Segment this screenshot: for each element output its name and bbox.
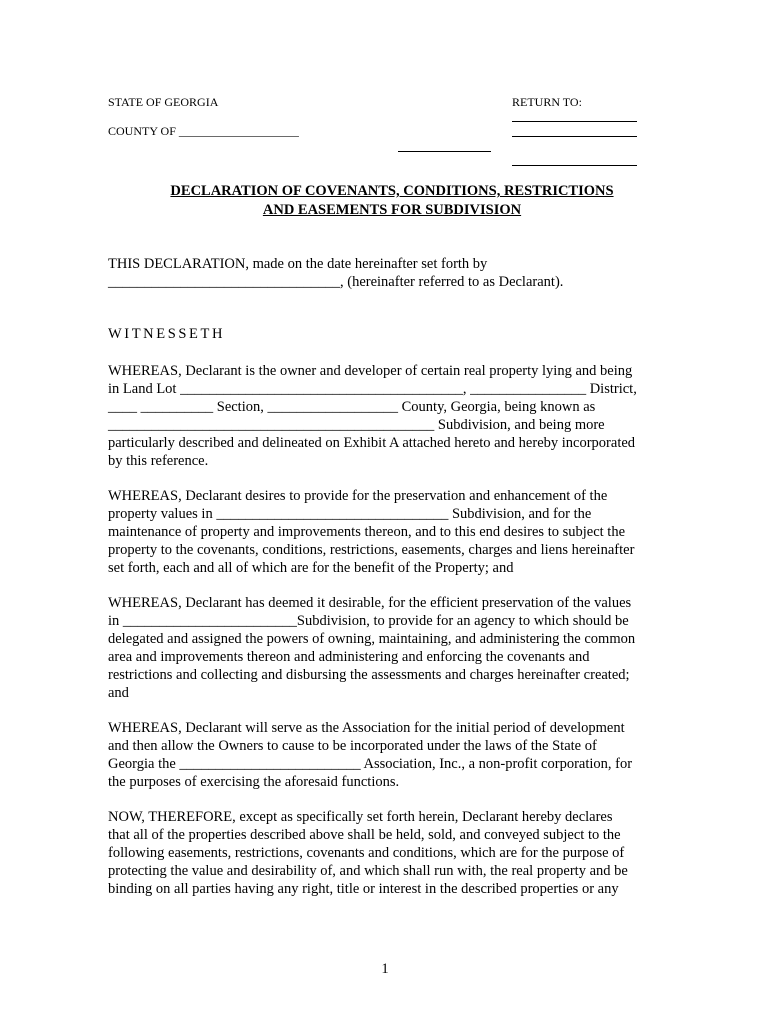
return-to-label: RETURN TO: [512,95,582,109]
return-address-line-1 [512,121,637,122]
return-address-line-2 [512,136,637,137]
text-line: by this reference. [108,453,209,469]
text-line: property to the covenants, conditions, restrictions, easements, charges and liens hereinafter [108,542,635,558]
text-line: the purposes of exercising the aforesaid functions. [108,774,400,790]
text-line: particularly described and delineated on Exhibit A attached hereto and hereby incorporated [108,435,636,451]
return-address-line-3 [512,165,637,166]
text-line: WHEREAS, Declarant is the owner and developer of certain real property lying and being [108,363,633,379]
text-line: ________________________________, (hereinafter referred to as Declarant). [108,274,564,290]
text-line: NOW, THEREFORE, except as specifically set forth herein, Declarant hereby declares [108,809,613,825]
whereas-paragraph-1 [108,362,668,470]
text-line: _____________________________________________ Subdivision, and being more [108,417,605,433]
whereas-paragraph-3 [108,594,668,702]
text-line: maintenance of property and improvements thereon, and to this end desires to subject the [108,524,626,540]
text-line: WHEREAS, Declarant has deemed it desirable, for the efficient preservation of the values [108,595,632,611]
text-line: restrictions and collecting and disbursing the assessments and charges hereinafter created; [108,667,630,683]
document-title-line-2: AND EASEMENTS FOR SUBDIVISION [262,202,522,218]
text-line: in ________________________Subdivision, to provide for an agency to which should be [108,613,629,629]
text-line: and [108,685,129,701]
county-label: COUNTY OF ____________________ [108,124,299,138]
text-line: WHEREAS, Declarant desires to provide for the preservation and enhancement of the [108,488,608,504]
state-label: STATE OF GEORGIA [108,95,219,109]
text-line: delegated and assigned the powers of owning, maintaining, and administering the common [108,631,636,647]
text-line: and then allow the Owners to cause to be incorporated under the laws of the State of [108,738,597,754]
text-line: THIS DECLARATION, made on the date hereinafter set forth by [108,256,488,272]
whereas-paragraph-4 [108,719,668,791]
document-title-line-1: DECLARATION OF COVENANTS, CONDITIONS, RESTRICTIONS [170,183,614,199]
text-line: WHEREAS, Declarant will serve as the Association for the initial period of development [108,720,625,736]
text-line: property values in ________________________________ Subdivision, and for the [108,506,592,522]
now-therefore-paragraph [108,808,668,898]
intro-paragraph [108,255,668,291]
recording-blank-line [398,151,491,152]
text-line: area and improvements thereon and administering and enforcing the covenants and [108,649,590,665]
page-number: 1 [381,961,389,977]
text-line: protecting the value and desirability of, and which shall run with, the real property and be [108,863,628,879]
text-line: set forth, each and all of which are for the benefit of the Property; and [108,560,514,576]
text-line: ____ __________ Section, __________________ County, Georgia, being known as [108,399,596,415]
text-line: following easements, restrictions, covenants and conditions, which are for the purpose of [108,845,625,861]
witnesseth-heading: WITNESSETH [108,326,226,342]
whereas-paragraph-2 [108,487,668,577]
text-line: in Land Lot _______________________________________, ________________ District, [108,381,637,397]
text-line: that all of the properties described above shall be held, sold, and conveyed subject to the [108,827,621,843]
text-line: Georgia the _________________________ Association, Inc., a non-profit corporation, for [108,756,633,772]
text-line: binding on all parties having any right, title or interest in the described properties or any [108,881,619,897]
